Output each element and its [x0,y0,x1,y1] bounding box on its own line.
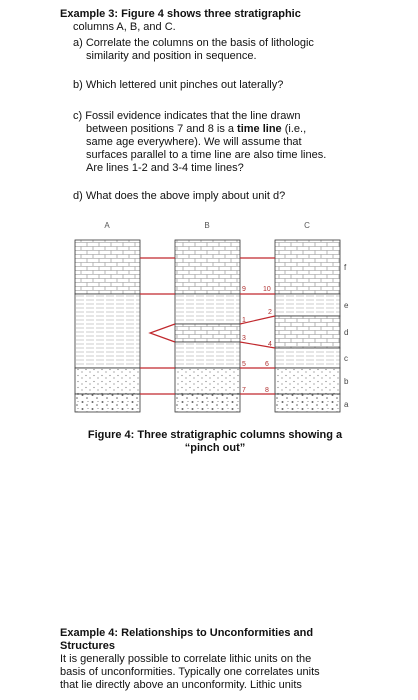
position-label-6: 6 [265,361,269,368]
question-a-line1: a) Correlate the columns on the basis of lithologic [73,37,314,49]
question-c-line4: surfaces parallel to a time line are also time lines. [86,149,327,161]
figure-caption-line1: Figure 4: Three stratigraphic columns showing a [87,429,343,441]
column-c [275,240,340,412]
column-label-c: C [304,221,310,230]
unit-label-a: a [344,400,349,409]
column-a [75,240,140,412]
example-4-title-line1: Example 4: Relationships to Unconformities and [60,627,314,639]
example-4 [60,627,380,692]
figure-caption [65,429,365,455]
unit-label-d: d [344,328,349,337]
column-b [175,240,240,412]
question-c-line1: c) Fossil evidence indicates that the line drawn [73,110,301,122]
unit-label-b: b [344,377,349,386]
question-c-line5: Are lines 1-2 and 3-4 time lines? [86,162,244,174]
stratigraphic-columns-figure [60,218,360,418]
question-c [73,110,383,175]
question-d: d) What does the above imply about unit d? [73,190,286,202]
example-3-title: Example 3: Figure 4 shows three stratigraphic [60,8,301,20]
question-c-line2c: (i.e., [281,123,307,135]
position-label-3: 3 [242,335,246,342]
question-a-line2: similarity and position in sequence. [86,50,257,62]
position-label-4: 4 [268,341,272,348]
unit-label-f: f [344,263,347,272]
example-4-body-line1: It is generally possible to correlate lithic units on the [60,653,312,665]
question-c-line2a: between positions 7 and 8 is a [86,123,238,135]
position-label-8: 8 [265,387,269,394]
question-a [73,37,373,63]
question-b: b) Which lettered unit pinches out laterally? [73,79,284,91]
figure-caption-line2: “pinch out” [184,442,246,454]
question-c-line3: same age everywhere). We will assume that [86,136,302,148]
position-label-5: 5 [242,361,246,368]
position-label-1: 1 [242,317,246,324]
position-label-7: 7 [242,387,246,394]
time-line-term: time line [237,123,282,135]
question-c-line2 [73,123,383,136]
example-3-title-cont: columns A, B, and C. [73,21,176,33]
column-label-b: B [204,221,210,230]
column-label-a: A [104,221,110,230]
example-4-body-line3: that lie directly above an unconformity. Lithic units [60,679,302,691]
position-label-9: 9 [242,286,246,293]
position-label-10: 10 [263,286,271,293]
position-label-2: 2 [268,309,272,316]
example-4-title-line2: Structures [60,640,116,652]
unit-label-c: c [344,354,348,363]
example-4-body-line2: basis of unconformities. Typically one correlates units [60,666,320,678]
pinch-out-wedge [150,324,175,342]
unit-label-e: e [344,301,349,310]
